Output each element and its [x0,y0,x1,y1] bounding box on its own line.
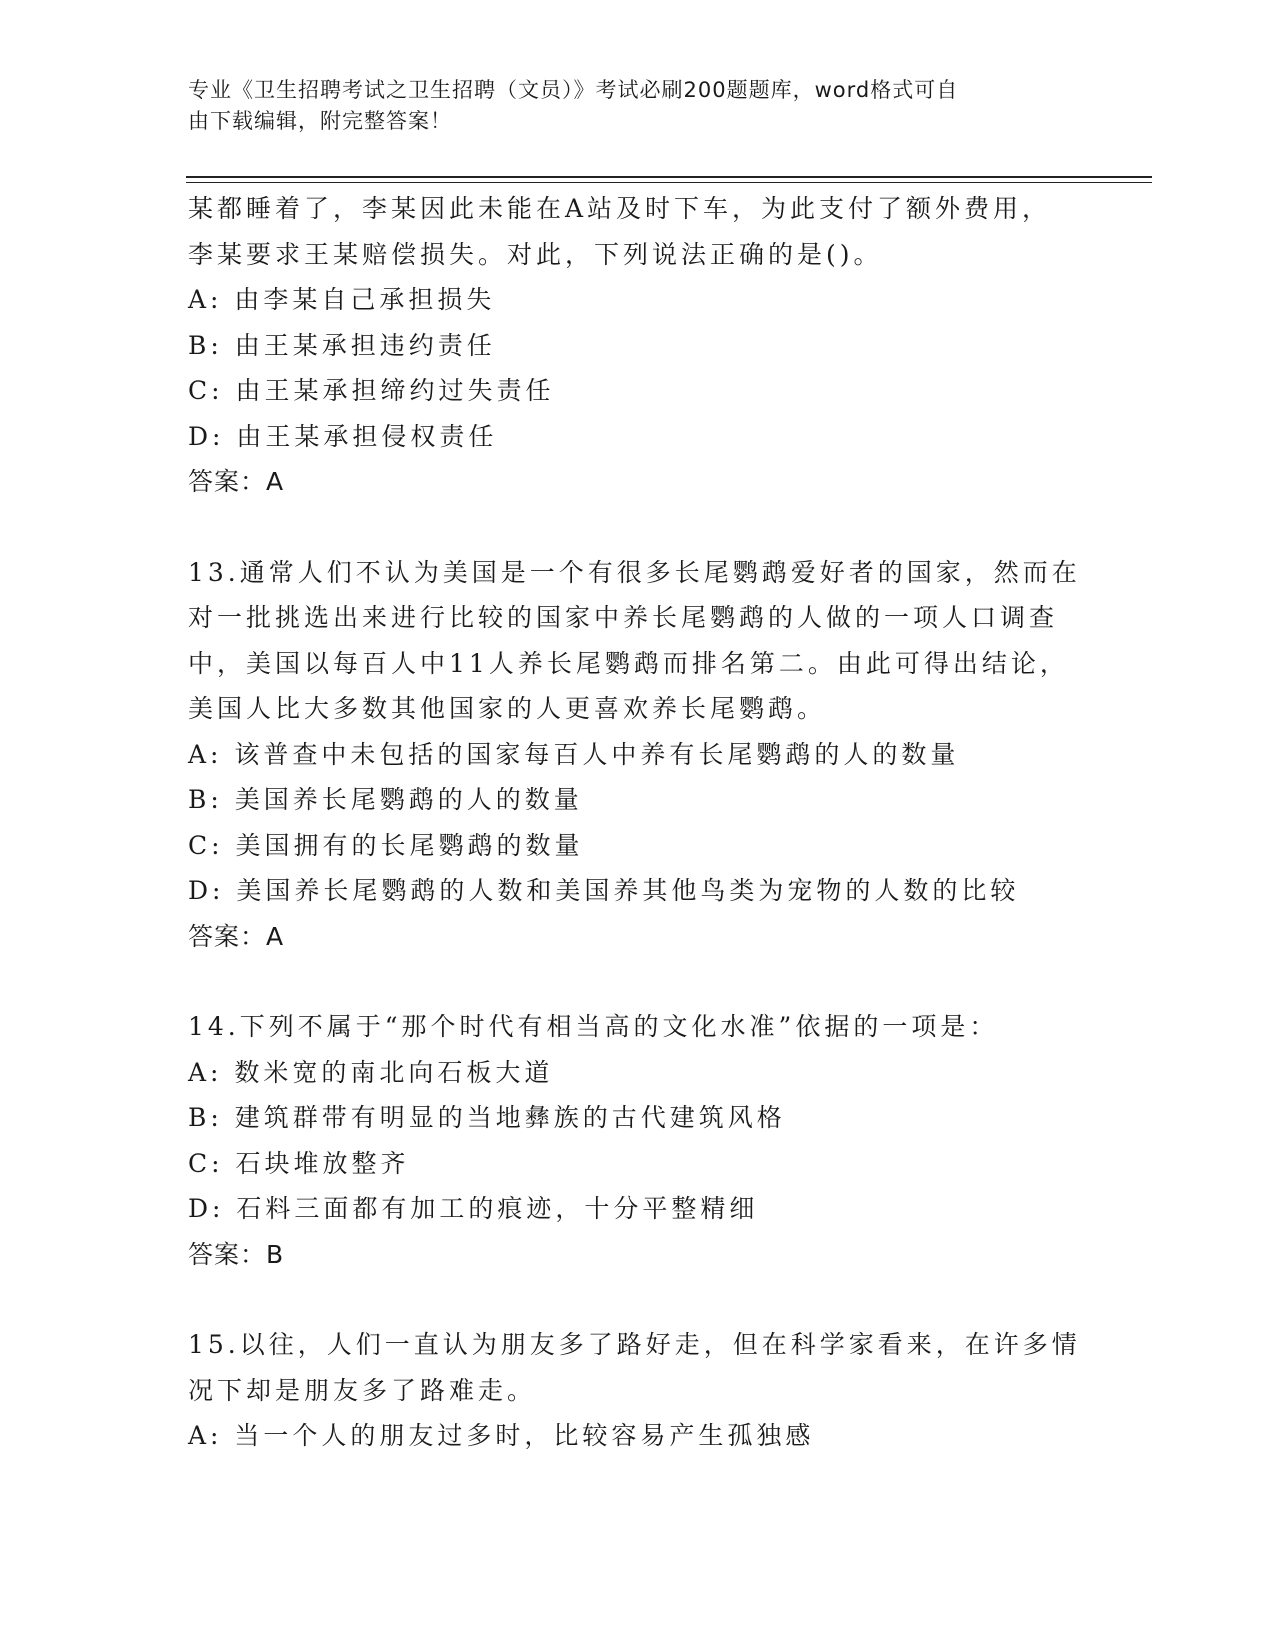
question-13 [188,550,1108,960]
header-rule-thick [186,176,1152,178]
option-c: C: 石块堆放整齐 [188,1148,410,1178]
document-header [188,75,1068,137]
answer-label: 答案：B [188,1239,285,1269]
header-rule-thin [186,182,1152,183]
question-text: 况下却是朋友多了路难走。 [188,1375,537,1405]
question-12 [188,186,1108,505]
question-15 [188,1322,1108,1459]
spacer [188,1277,1108,1322]
question-text: 某都睡着了，李某因此未能在A站及时下车，为此支付了额外费用， [188,194,1052,223]
question-text: 李某要求王某赔偿损失。对此，下列说法正确的是()。 [188,239,883,269]
question-text: 14.下列不属于“那个时代有相当高的文化水准”依据的一项是： [188,1012,999,1041]
option-c: C: 美国拥有的长尾鹦鹉的数量 [188,830,584,860]
answer-label: 答案：A [188,921,285,951]
option-a: A: 该普查中未包括的国家每百人中养有长尾鹦鹉的人的数量 [188,739,960,769]
option-b: B: 建筑群带有明显的当地彝族的古代建筑风格 [188,1103,786,1132]
question-14 [188,1004,1108,1277]
question-text: 13.通常人们不认为美国是一个有很多长尾鹦鹉爱好者的国家，然而在 [188,557,1081,587]
option-a: A: 数米宽的南北向石板大道 [188,1057,554,1087]
option-a: A: 当一个人的朋友过多时，比较容易产生孤独感 [188,1421,815,1450]
option-d: D: 美国养长尾鹦鹉的人数和美国养其他鸟类为宠物的人数的比较 [188,876,1020,905]
option-d: D: 石料三面都有加工的痕迹，十分平整精细 [188,1194,759,1223]
option-b: B: 由王某承担违约责任 [188,330,496,360]
question-text: 美国人比大多数其他国家的人更喜欢养长尾鹦鹉。 [188,694,827,723]
question-text: 15.以往，人们一直认为朋友多了路好走，但在科学家看来，在许多情 [188,1330,1081,1359]
option-d: D: 由王某承担侵权责任 [188,421,498,451]
spacer [188,505,1108,550]
option-c: C: 由王某承担缔约过失责任 [188,376,555,405]
spacer [188,959,1108,1004]
answer-label: 答案：A [188,467,285,496]
option-a: A: 由李某自己承担损失 [188,285,496,314]
question-text: 对一批挑选出来进行比较的国家中养长尾鹦鹉的人做的一项人口调查 [188,603,1059,632]
option-b: B: 美国养长尾鹦鹉的人的数量 [188,785,583,814]
header-title-line2: 由下载编辑，附完整答案！ [188,109,452,133]
question-text: 中，美国以每百人中11人养长尾鹦鹉而排名第二。由此可得出结论， [188,648,1069,678]
header-title-line1: 专业《卫生招聘考试之卫生招聘（文员）》考试必刷200题题库，word格式可自 [188,78,959,102]
document-body [188,186,1108,1459]
